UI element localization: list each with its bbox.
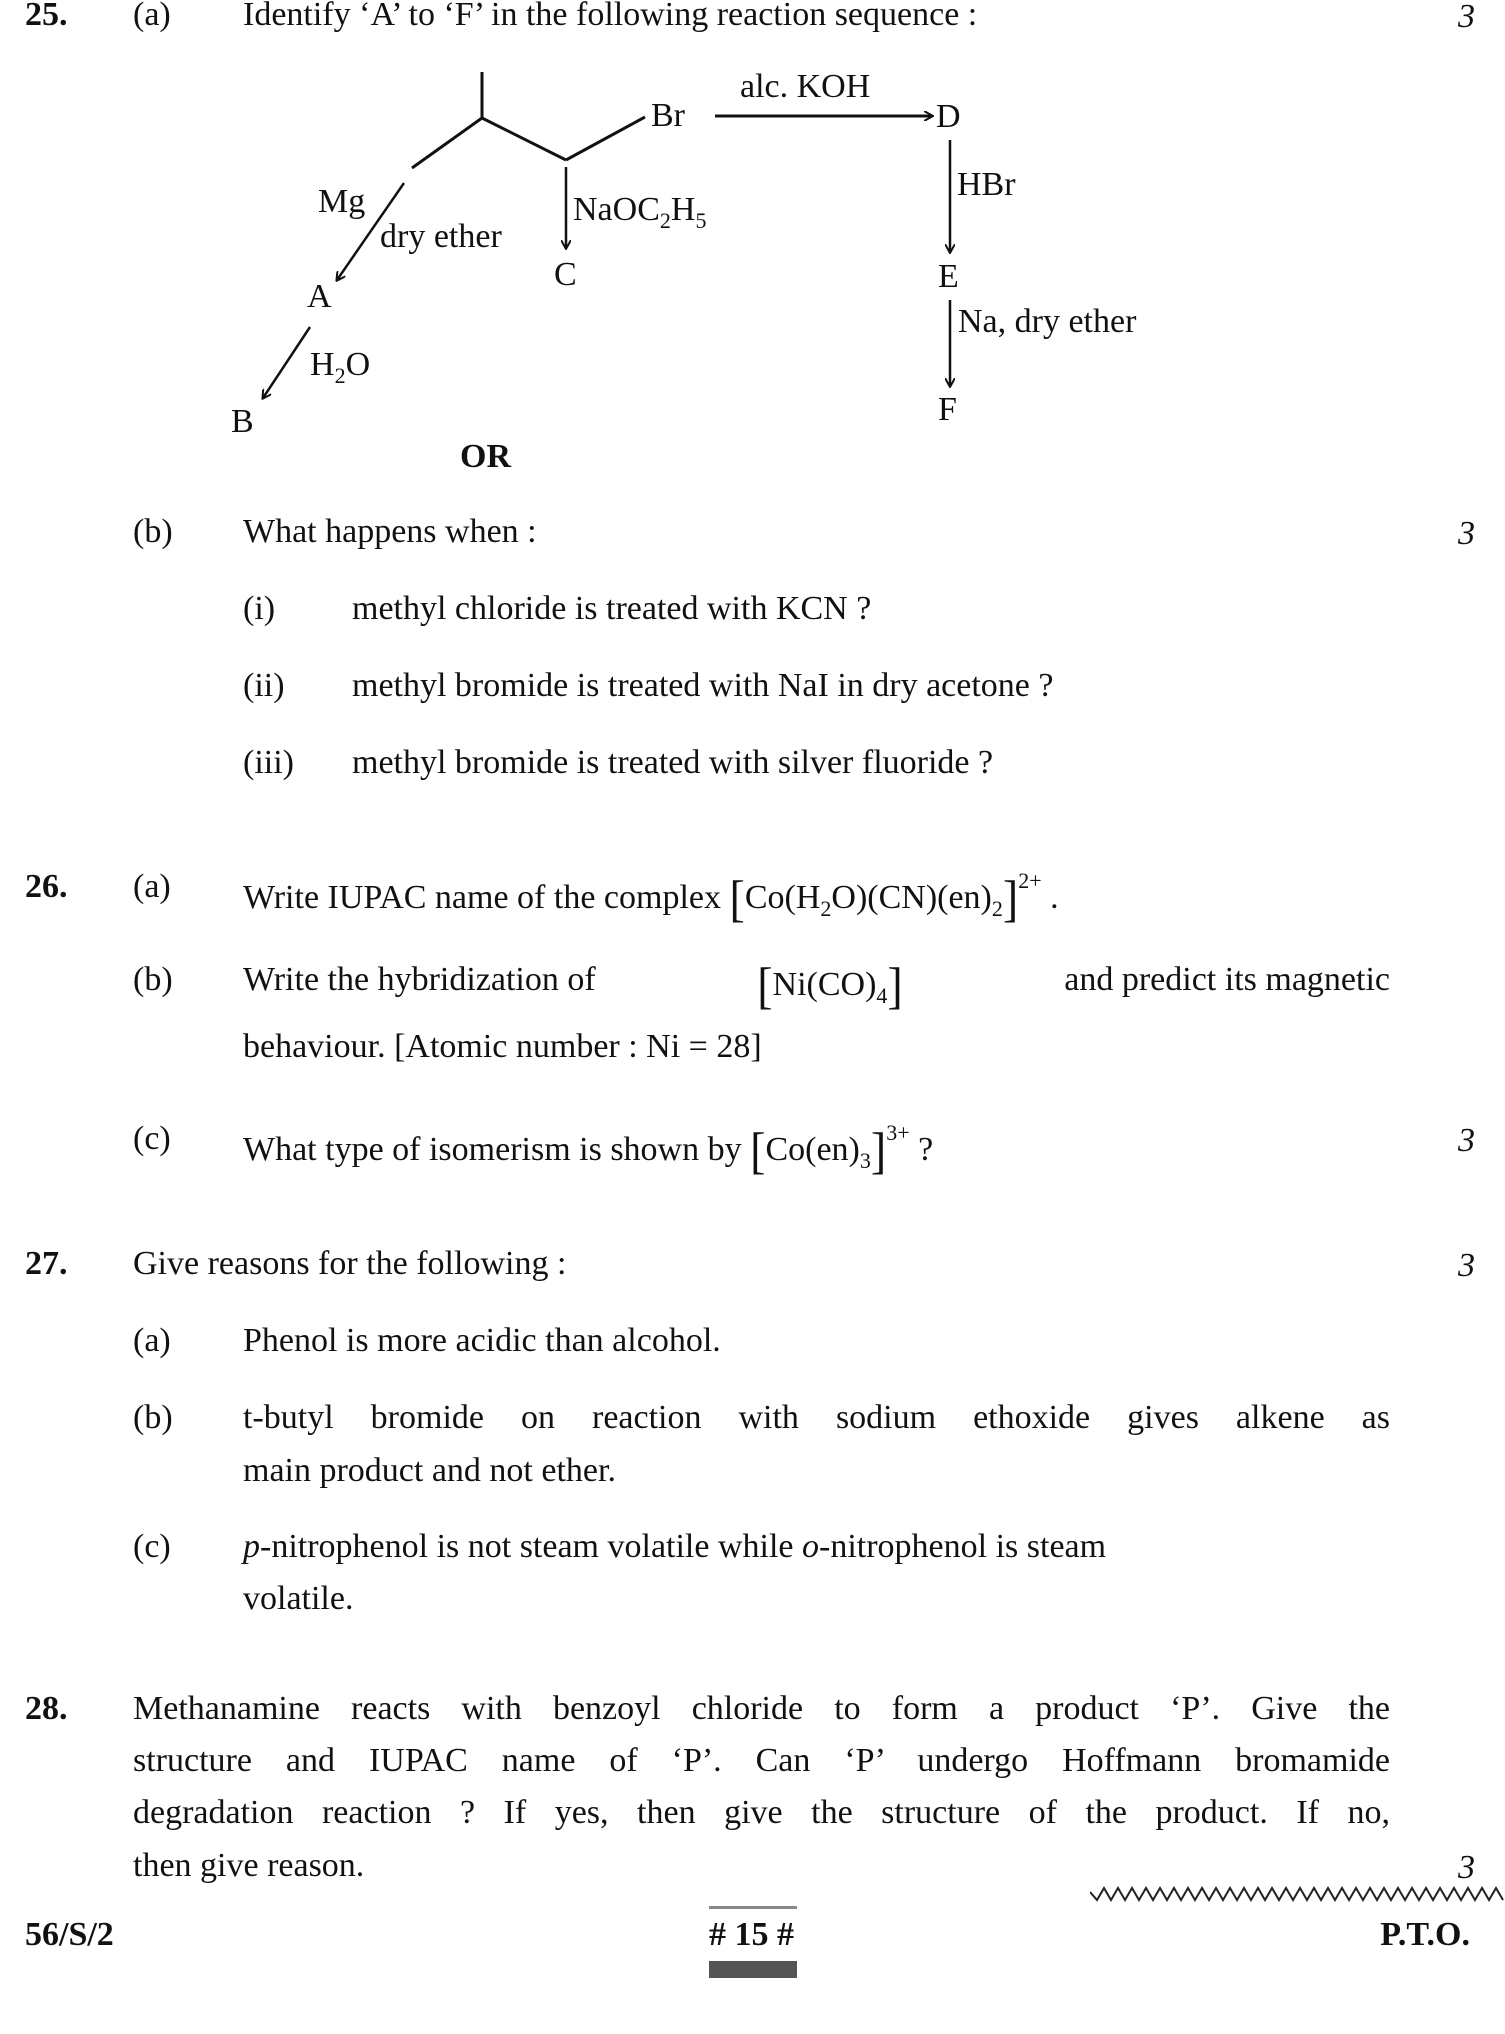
product-D: D (936, 98, 961, 135)
q25-b-item-label: (i) (243, 590, 276, 627)
product-A: A (307, 278, 332, 315)
end-of-page-wavy-line (1090, 1882, 1505, 1906)
page-number-bottom-bar (709, 1961, 797, 1978)
alkyl-bromide-skeleton (412, 72, 645, 168)
question-number-25: 25. (25, 0, 68, 33)
q27-item-a-text: Phenol is more acidic than alcohol. (243, 1322, 721, 1359)
q25-part-b-text: What happens when : (243, 513, 537, 550)
q27-item-label: (c) (133, 1528, 171, 1565)
q26-part-b-line2: behaviour. [Atomic number : Ni = 28] (243, 1028, 762, 1065)
q27-item-c-line2: volatile. (243, 1580, 354, 1617)
bromo-group-label: Br (651, 97, 685, 134)
reagent-water: $H_2O$ (310, 346, 371, 388)
q28-line: Methanamine reacts with benzoyl chloride to form a product ‘P’. Give the (133, 1690, 1390, 1727)
q25-b-item-text: methyl bromide is treated with silver fluoride ? (352, 744, 994, 781)
q25-part-a-label: (a) (133, 0, 171, 33)
q27-item-label: (b) (133, 1399, 173, 1436)
q28-line: degradation reaction ? If yes, then give the structure of the product. If no, (133, 1794, 1390, 1831)
q27-item-b-line2: main product and not ether. (243, 1452, 616, 1489)
question-number-26: 26. (25, 868, 68, 905)
paper-code: 56/S/2 (25, 1916, 114, 1953)
q27-item-c-line1: p-nitrophenol is not steam volatile while o-nitrophenol is steam (243, 1528, 1107, 1565)
reagent-alc-koh: alc. KOH (740, 68, 871, 105)
page-number-top-rule (709, 1906, 797, 1909)
q26-part-b-label: (b) (133, 961, 173, 998)
q26-part-c-label: (c) (133, 1120, 171, 1157)
q26-part-c-text: What type of isomerism is shown by $[Co(en)_3]^{3+}$ ? (243, 1120, 934, 1179)
question-number-28: 28. (25, 1690, 68, 1727)
reagent-sodium-ethoxide: $NaOC_2H_5$ (573, 191, 707, 233)
product-C: C (554, 256, 577, 293)
q25-b-marks: 3 (1458, 515, 1475, 552)
q25-a-marks: 3 (1458, 0, 1475, 35)
reagent-na-dry-ether: Na, dry ether (958, 303, 1137, 340)
q27-item-label: (a) (133, 1322, 171, 1359)
q25-b-item-label: (iii) (243, 744, 294, 781)
reagent-dry-ether: dry ether (380, 218, 502, 255)
q26-marks: 3 (1458, 1122, 1475, 1159)
question-number-27: 27. (25, 1245, 68, 1282)
product-E: E (938, 258, 959, 295)
product-B: B (231, 403, 254, 440)
q25-b-item-label: (ii) (243, 667, 285, 704)
reagent-mg: Mg (318, 183, 366, 220)
q26-part-b-line1: Write the hybridization of $[Ni(CO)_4]$ and predict its magnetic (243, 957, 1390, 1014)
arrow-to-B (263, 327, 310, 398)
page-number: # 15 # (709, 1916, 794, 1953)
q28-line: then give reason. (133, 1847, 365, 1884)
or-separator: OR (460, 438, 511, 475)
q26-part-a-text: Write IUPAC name of the complex $[Co(H_2O)(CN)(en)_2]^{2+}$ . (243, 868, 1059, 927)
reagent-hbr: HBr (957, 166, 1016, 203)
q27-text: Give reasons for the following : (133, 1245, 567, 1282)
q25-b-item-text: methyl chloride is treated with KCN ? (352, 590, 872, 627)
q27-item-b-line1: t-butyl bromide on reaction with sodium ethoxide gives alkene as (243, 1399, 1390, 1436)
q25-part-a-text: Identify ‘A’ to ‘F’ in the following reaction sequence : (243, 0, 978, 33)
q25-b-item-text: methyl bromide is treated with NaI in dry acetone ? (352, 667, 1054, 704)
q26-part-a-label: (a) (133, 868, 171, 905)
q27-marks: 3 (1458, 1247, 1475, 1284)
please-turn-over: P.T.O. (1380, 1916, 1470, 1953)
q25-part-b-label: (b) (133, 513, 173, 550)
q28-marks: 3 (1458, 1849, 1475, 1886)
q28-line: structure and IUPAC name of ‘P’. Can ‘P’ undergo Hoffmann bromamide (133, 1742, 1390, 1779)
product-F: F (938, 391, 957, 428)
